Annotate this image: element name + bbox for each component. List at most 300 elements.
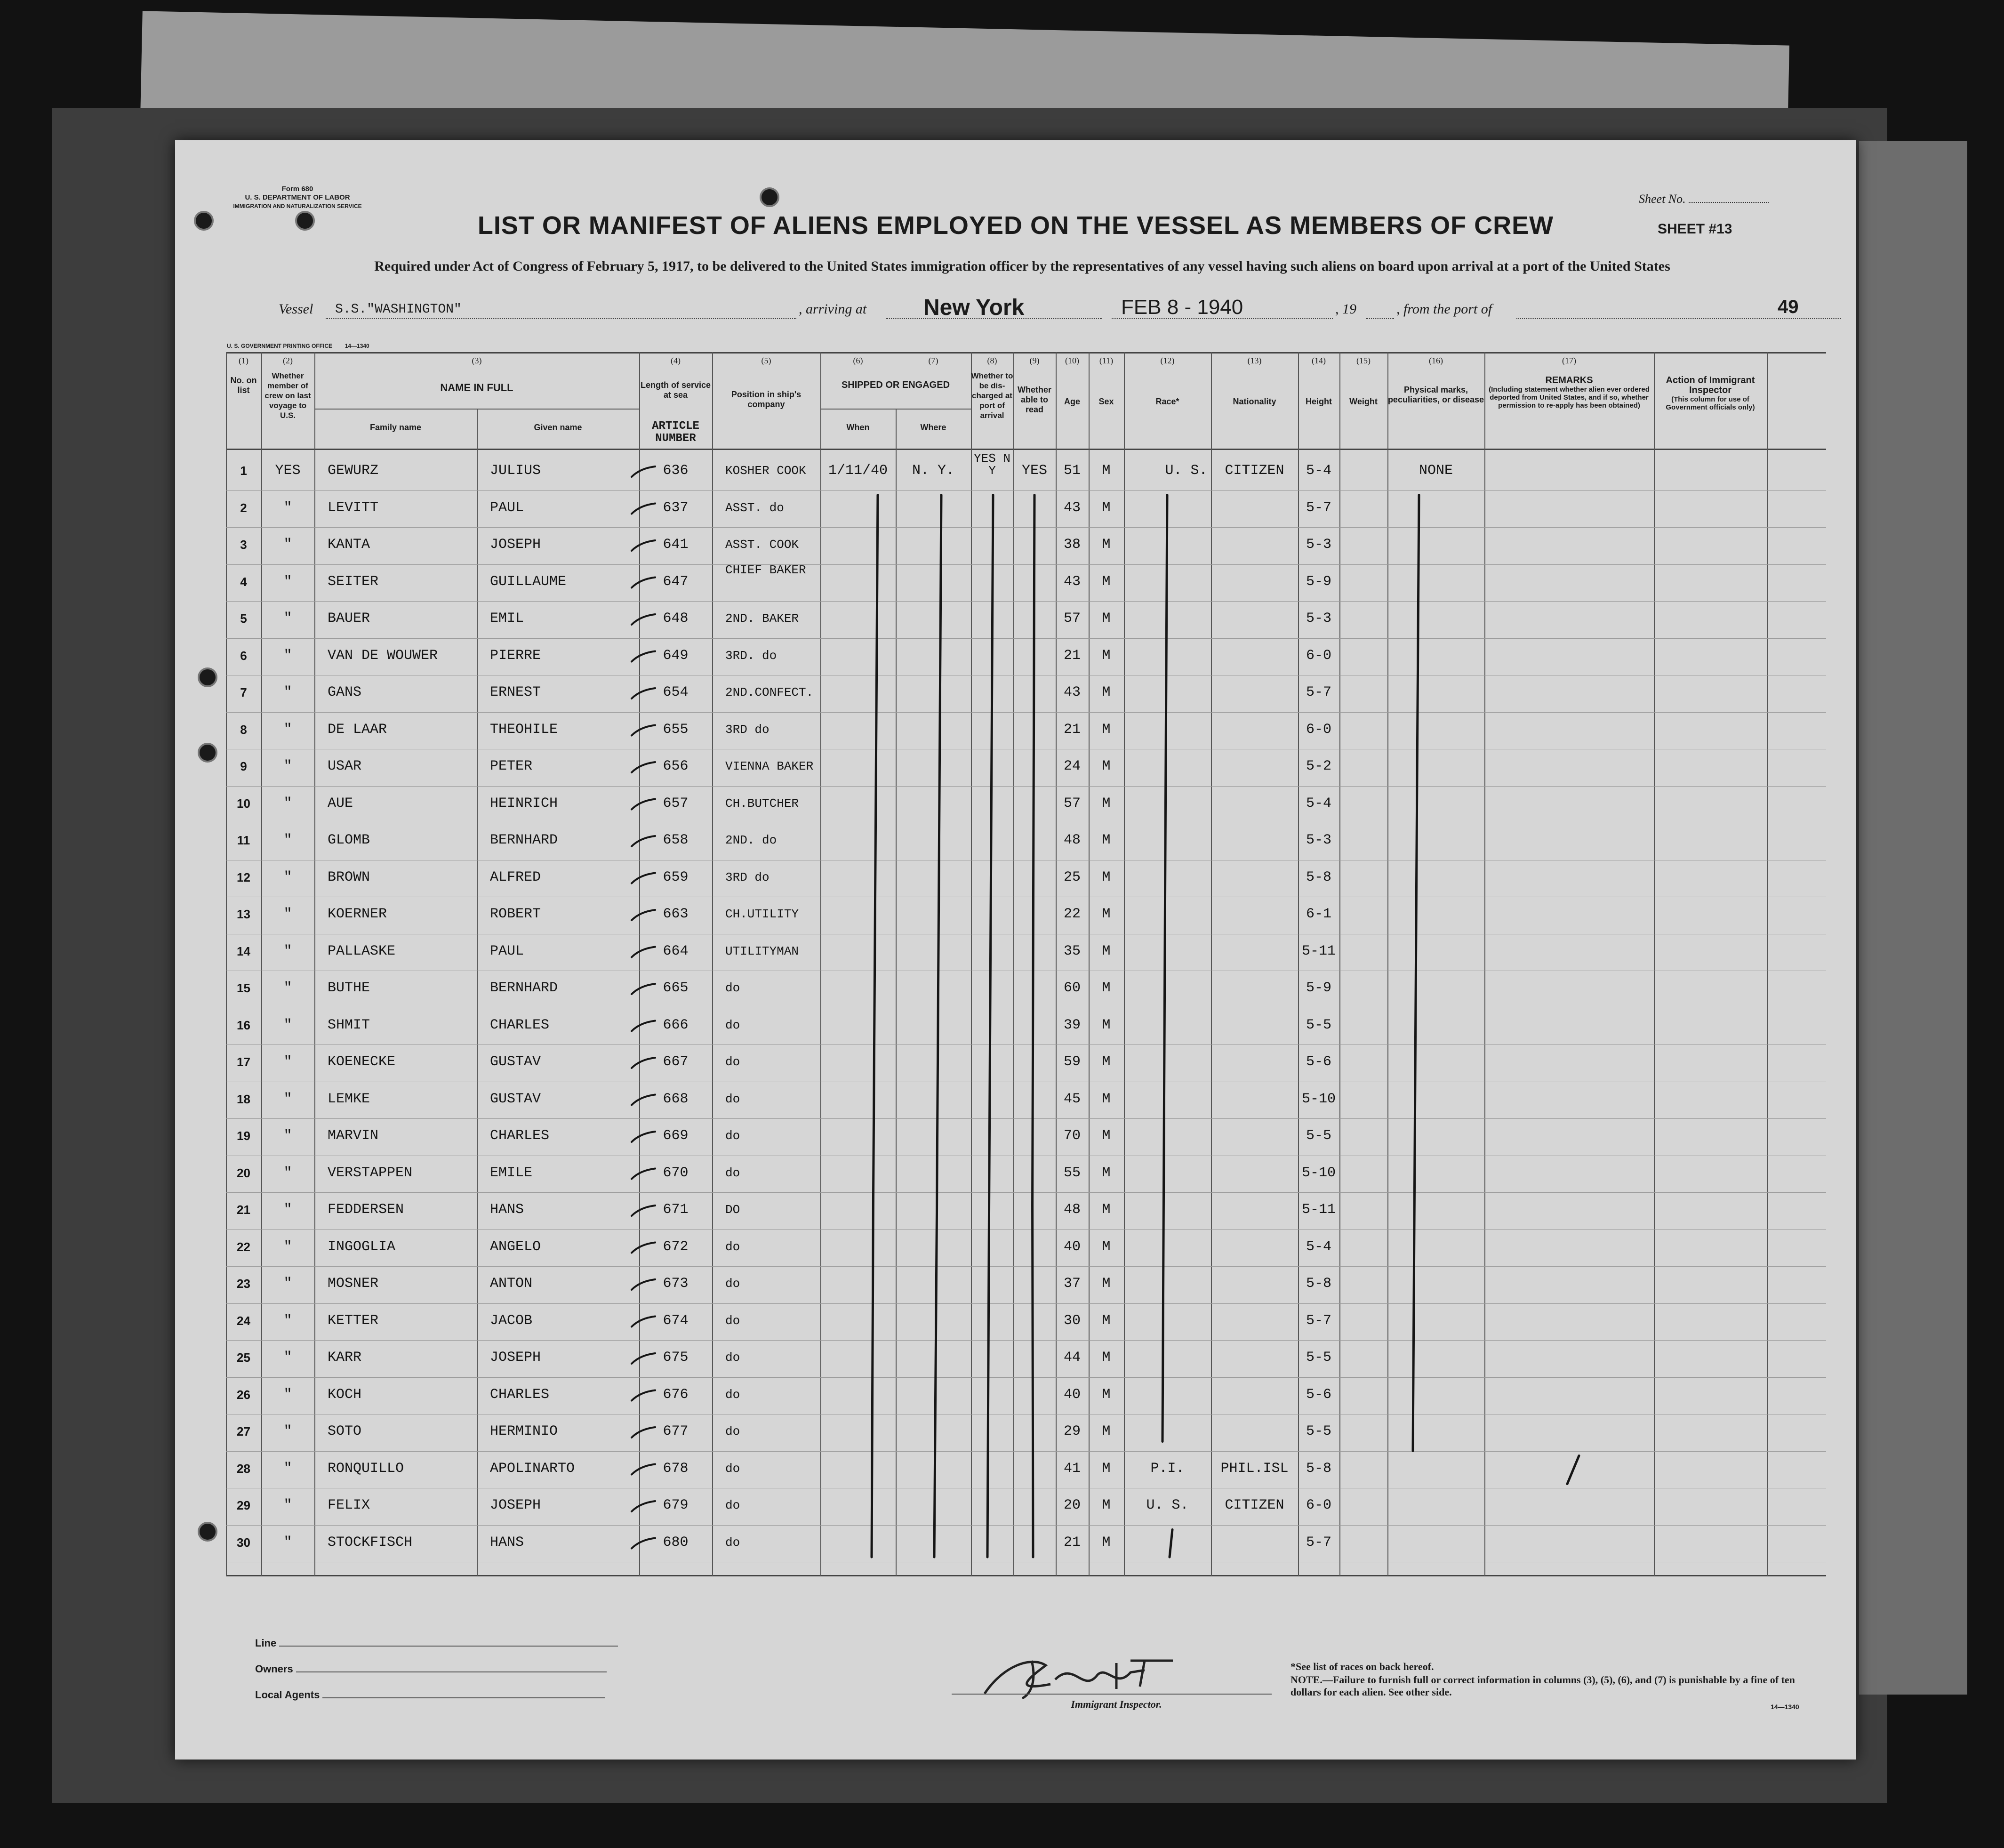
row-number: 13	[237, 907, 250, 921]
article-number-cell: 680	[663, 1534, 689, 1551]
article-number-cell: 647	[663, 573, 689, 590]
age-cell: 21	[1063, 721, 1081, 738]
given-name-cell: CHARLES	[490, 1017, 550, 1033]
sex-cell: M	[1102, 1386, 1111, 1403]
last-voyage-cell: "	[283, 684, 292, 700]
height-cell: 5-8	[1306, 869, 1331, 885]
height-cell: 5-3	[1306, 537, 1331, 553]
article-number-cell: 678	[663, 1460, 689, 1477]
footer-local-agents: Local Agents	[255, 1689, 605, 1701]
age-cell: 45	[1063, 1091, 1081, 1107]
last-voyage-cell: "	[283, 1128, 292, 1144]
height-cell: 5-4	[1306, 1238, 1331, 1255]
position-cell: VIENNA BAKER	[725, 759, 814, 773]
article-number-cell: 666	[663, 1017, 689, 1033]
height-cell: 5-5	[1306, 1350, 1331, 1366]
family-name-cell: STOCKFISCH	[328, 1534, 413, 1551]
header-position: Position in ship's company	[731, 390, 802, 409]
family-name-cell: MOSNER	[328, 1276, 379, 1292]
row-number: 1	[240, 464, 247, 478]
last-voyage-cell: "	[283, 1276, 292, 1292]
row-number: 29	[237, 1498, 250, 1512]
height-cell: 6-0	[1306, 721, 1331, 738]
position-cell: 3RD do	[725, 722, 770, 737]
row-number: 23	[237, 1277, 250, 1291]
given-name-cell: HANS	[490, 1534, 524, 1551]
punch-hole	[198, 1522, 217, 1542]
age-cell: 41	[1063, 1460, 1081, 1477]
back-sheet-3	[1859, 141, 1967, 1695]
row-number: 7	[240, 685, 247, 699]
punch-hole	[198, 667, 217, 687]
age-cell: 20	[1063, 1497, 1081, 1513]
punch-hole	[760, 187, 779, 207]
page-number: 49	[1778, 297, 1799, 317]
form-identifier: Form 680 U. S. DEPARTMENT OF LABOR IMMIGRATION AND NATURALIZATION SERVICE	[233, 185, 362, 209]
footer-owners: Owners	[255, 1663, 607, 1675]
height-cell: 6-0	[1306, 647, 1331, 664]
article-number-cell: 657	[663, 795, 689, 812]
given-name-cell: PETER	[490, 758, 533, 774]
height-cell: 5-10	[1301, 1091, 1336, 1107]
last-voyage-cell: "	[283, 832, 292, 848]
family-name-cell: KANTA	[328, 537, 370, 553]
shipped-where-cell: N. Y.	[912, 463, 954, 479]
article-number-cell: 664	[663, 943, 689, 959]
last-voyage-cell: "	[283, 1350, 292, 1366]
column-number: (10)	[1065, 356, 1079, 365]
height-cell: 5-9	[1306, 573, 1331, 590]
header-height: Height	[1306, 397, 1332, 406]
header-nationality: Nationality	[1233, 397, 1276, 406]
sex-cell: M	[1102, 1128, 1111, 1144]
last-voyage-cell: "	[283, 906, 292, 922]
last-voyage-cell: "	[283, 1460, 292, 1477]
height-cell: 6-1	[1306, 906, 1331, 922]
height-cell: 5-9	[1306, 980, 1331, 996]
last-voyage-cell: "	[283, 980, 292, 996]
header-last-voyage: Whether member of crew on last voyage to U.S.	[265, 371, 311, 420]
height-cell: 5-2	[1306, 758, 1331, 774]
given-name-cell: ANTON	[490, 1276, 533, 1292]
form-code: 14—1340	[1771, 1703, 1799, 1711]
height-cell: 5-3	[1306, 832, 1331, 848]
row-number: 30	[237, 1535, 250, 1550]
family-name-cell: BUTHE	[328, 980, 370, 996]
height-cell: 5-7	[1306, 1534, 1331, 1551]
crew-table	[226, 352, 1826, 1576]
sex-cell: M	[1102, 980, 1111, 996]
family-name-cell: GLOMB	[328, 832, 370, 848]
nationality-cell: CITIZEN	[1225, 463, 1284, 479]
family-name-cell: DE LAAR	[328, 721, 387, 738]
sex-cell: M	[1102, 1276, 1111, 1292]
header-physical-marks: Physical marks, peculiarities, or disease	[1387, 385, 1484, 404]
position-cell: do	[725, 1387, 740, 1402]
article-number-cell: 641	[663, 537, 689, 553]
last-voyage-cell: "	[283, 499, 292, 516]
header-sex: Sex	[1098, 397, 1114, 406]
sheet-number-typed: SHEET #13	[1658, 221, 1732, 237]
age-cell: 57	[1063, 795, 1081, 812]
sex-cell: M	[1102, 463, 1111, 479]
sex-cell: M	[1102, 573, 1111, 590]
last-voyage-cell: "	[283, 647, 292, 664]
header-able-to-read: Whether able to read	[1018, 385, 1051, 414]
race-cell: U. S.	[1165, 463, 1208, 479]
header-shipped-engaged: SHIPPED OR ENGAGED	[841, 380, 950, 390]
inspector-line	[952, 1694, 1272, 1695]
age-cell: 40	[1063, 1238, 1081, 1255]
position-cell: KOSHER COOK	[725, 464, 806, 478]
last-voyage-cell: "	[283, 1238, 292, 1255]
family-name-cell: FELIX	[328, 1497, 370, 1513]
footer-line: Line	[255, 1637, 618, 1649]
header-discharged: Whether to be dis-charged at port of arrival	[971, 371, 1013, 420]
article-number-cell: 655	[663, 721, 689, 738]
arrival-port: New York	[923, 295, 1025, 320]
given-name-cell: GUILLAUME	[490, 573, 567, 590]
position-cell: UTILITYMAN	[725, 944, 799, 958]
given-name-cell: HANS	[490, 1202, 524, 1218]
row-number: 8	[240, 722, 247, 737]
article-number-cell: 659	[663, 869, 689, 885]
position-cell: do	[725, 981, 740, 995]
article-number-cell: 669	[663, 1128, 689, 1144]
family-name-cell: VAN DE WOUWER	[328, 647, 438, 664]
sex-cell: M	[1102, 1350, 1111, 1366]
age-cell: 25	[1063, 869, 1081, 885]
age-cell: 38	[1063, 537, 1081, 553]
age-cell: 43	[1063, 573, 1081, 590]
inspector-label: Immigrant Inspector.	[1071, 1698, 1162, 1710]
family-name-cell: SHMIT	[328, 1017, 370, 1033]
sex-cell: M	[1102, 499, 1111, 516]
article-number-cell: 663	[663, 906, 689, 922]
given-name-cell: ANGELO	[490, 1238, 541, 1255]
column-number: (2)	[283, 356, 293, 365]
header-race: Race*	[1155, 397, 1179, 406]
header-length-service: Length of service at sea	[640, 380, 711, 400]
column-number: (14)	[1312, 356, 1326, 365]
sex-cell: M	[1102, 758, 1111, 774]
sheet-number-field: Sheet No.	[1639, 192, 1769, 206]
row-number: 19	[237, 1129, 250, 1143]
sex-cell: M	[1102, 1202, 1111, 1218]
age-cell: 48	[1063, 832, 1081, 848]
position-cell: do	[725, 1350, 740, 1365]
position-cell: 2ND. do	[725, 833, 777, 847]
given-name-cell: JACOB	[490, 1312, 533, 1329]
position-cell: do	[725, 1092, 740, 1106]
sex-cell: M	[1102, 611, 1111, 627]
arrival-date-stamp: FEB 8 - 1940	[1121, 296, 1243, 319]
header-family-name: Family name	[369, 423, 422, 432]
family-name-cell: INGOGLIA	[328, 1238, 396, 1255]
nationality-cell: CITIZEN	[1225, 1497, 1284, 1513]
height-cell: 5-7	[1306, 499, 1331, 516]
age-cell: 59	[1063, 1054, 1081, 1070]
position-cell: DO	[725, 1203, 740, 1217]
position-cell: ASST. do	[725, 500, 784, 515]
last-voyage-cell: "	[283, 1312, 292, 1329]
family-name-cell: BROWN	[328, 869, 370, 885]
vessel-line: Vessel S.S."WASHINGTON" , arriving at New York FEB 8 - 1940 , 19 , from the port of 49	[279, 299, 1832, 328]
given-name-cell: PAUL	[490, 499, 524, 516]
height-cell: 5-5	[1306, 1017, 1331, 1033]
last-voyage-cell: "	[283, 1017, 292, 1033]
position-cell: CH.BUTCHER	[725, 796, 799, 811]
family-name-cell: KOERNER	[328, 906, 387, 922]
required-statement: Required under Act of Congress of February 5, 1917, to be delivered to the United States immigration officer by the representatives of any vessel having such aliens on board upon arrival at a port of the United States	[374, 258, 1670, 274]
age-cell: 60	[1063, 980, 1081, 996]
given-name-cell: PAUL	[490, 943, 524, 959]
nationality-cell: PHIL.ISL	[1220, 1460, 1289, 1477]
sex-cell: M	[1102, 795, 1111, 812]
sex-cell: M	[1102, 943, 1111, 959]
article-number-cell: 670	[663, 1165, 689, 1181]
position-cell: 2ND.CONFECT.	[725, 685, 814, 699]
height-cell: 5-4	[1306, 463, 1331, 479]
article-number-cell: 658	[663, 832, 689, 848]
punch-hole	[198, 743, 217, 763]
position-cell: do	[725, 1461, 740, 1476]
header-article-number: ARTICLE NUMBER	[652, 420, 699, 445]
row-number: 27	[237, 1424, 250, 1438]
sex-cell: M	[1102, 1091, 1111, 1107]
family-name-cell: KETTER	[328, 1312, 379, 1329]
column-number: (8)	[987, 356, 997, 365]
sex-cell: M	[1102, 537, 1111, 553]
sex-cell: M	[1102, 1017, 1111, 1033]
family-name-cell: MARVIN	[328, 1128, 379, 1144]
family-name-cell: KARR	[328, 1350, 362, 1366]
position-cell: do	[725, 1239, 740, 1254]
last-voyage-cell: "	[283, 1386, 292, 1403]
last-voyage-cell: "	[283, 943, 292, 959]
given-name-cell: HERMINIO	[490, 1423, 558, 1439]
position-cell: CH.UTILITY	[725, 907, 799, 921]
height-cell: 5-8	[1306, 1460, 1331, 1477]
family-name-cell: LEMKE	[328, 1091, 370, 1107]
position-cell: do	[725, 1165, 740, 1180]
sex-cell: M	[1102, 1054, 1111, 1070]
family-name-cell: RONQUILLO	[328, 1460, 404, 1477]
position-cell: 3RD. do	[725, 648, 777, 663]
family-name-cell: SEITER	[328, 573, 379, 590]
shipped-when-cell: 1/11/40	[828, 463, 888, 479]
race-cell: P.I.	[1150, 1460, 1185, 1477]
article-number-cell: 637	[663, 499, 689, 516]
sex-cell: M	[1102, 1312, 1111, 1329]
row-number: 3	[240, 538, 247, 552]
row-number: 24	[237, 1313, 250, 1328]
sex-cell: M	[1102, 684, 1111, 700]
sex-cell: M	[1102, 906, 1111, 922]
column-number: (17)	[1562, 356, 1576, 365]
row-number: 12	[237, 870, 250, 884]
position-cell: do	[725, 1535, 740, 1550]
header-action-inspector: Action of Immigrant Inspector (This column for use of Government officials only)	[1666, 375, 1755, 411]
manifest-page	[175, 140, 1856, 1760]
row-number: 17	[237, 1055, 250, 1069]
position-cell: do	[725, 1424, 740, 1438]
position-cell: do	[725, 1277, 740, 1291]
column-number: (13)	[1247, 356, 1262, 365]
page-title: LIST OR MANIFEST OF ALIENS EMPLOYED ON THE VESSEL AS MEMBERS OF CREW	[477, 211, 1554, 240]
given-name-cell: CHARLES	[490, 1386, 550, 1403]
age-cell: 57	[1063, 611, 1081, 627]
able-to-read-cell: YES	[1021, 463, 1047, 479]
age-cell: 30	[1063, 1312, 1081, 1329]
last-voyage-cell: "	[283, 537, 292, 553]
family-name-cell: LEVITT	[328, 499, 379, 516]
last-voyage-cell: "	[283, 1423, 292, 1439]
age-cell: 21	[1063, 647, 1081, 664]
last-voyage-cell: "	[283, 1091, 292, 1107]
article-number-cell: 679	[663, 1497, 689, 1513]
given-name-cell: BERNHARD	[490, 980, 558, 996]
row-number: 25	[237, 1350, 250, 1365]
row-number: 5	[240, 611, 247, 626]
row-number: 22	[237, 1239, 250, 1254]
race-cell: U. S.	[1146, 1497, 1189, 1513]
printing-office: U. S. GOVERNMENT PRINTING OFFICE 14—1340	[227, 343, 369, 349]
article-number-cell: 671	[663, 1202, 689, 1218]
article-number-cell: 677	[663, 1423, 689, 1439]
column-number: (12)	[1160, 356, 1175, 365]
family-name-cell: AUE	[328, 795, 353, 812]
last-voyage-cell: "	[283, 1054, 292, 1070]
given-name-cell: PIERRE	[490, 647, 541, 664]
row-number: 21	[237, 1203, 250, 1217]
position-cell: do	[725, 1313, 740, 1328]
article-number-cell: 668	[663, 1091, 689, 1107]
height-cell: 5-3	[1306, 611, 1331, 627]
age-cell: 22	[1063, 906, 1081, 922]
column-number: (4)	[671, 356, 681, 365]
last-voyage-cell: "	[283, 1165, 292, 1181]
header-name-in-full: NAME IN FULL	[440, 382, 513, 394]
age-cell: 39	[1063, 1017, 1081, 1033]
height-cell: 5-6	[1306, 1054, 1331, 1070]
position-cell: do	[725, 1055, 740, 1069]
row-number: 4	[240, 574, 247, 589]
header-weight: Weight	[1349, 397, 1378, 406]
discharged-cell: YES N Y	[973, 451, 1010, 478]
physical-marks-cell: NONE	[1419, 463, 1453, 479]
column-number: (9)	[1029, 356, 1040, 365]
header-no-on-list: No. on list	[230, 376, 257, 395]
last-voyage-cell: "	[283, 611, 292, 627]
height-cell: 5-5	[1306, 1423, 1331, 1439]
handwritten-check-lines	[226, 352, 1826, 1576]
family-name-cell: FEDDERSEN	[328, 1202, 404, 1218]
family-name-cell: BAUER	[328, 611, 370, 627]
column-number: (11)	[1099, 356, 1114, 365]
last-voyage-cell: YES	[275, 463, 301, 479]
penalty-note: NOTE.—Failure to furnish full or correct information in columns (3), (5), (6), and (7) is punishable by a fine of ten dollars for each alien. See other side.	[1291, 1674, 1795, 1698]
last-voyage-cell: "	[283, 795, 292, 812]
row-number: 18	[237, 1092, 250, 1106]
age-cell: 51	[1063, 463, 1081, 479]
given-name-cell: CHARLES	[490, 1128, 550, 1144]
height-cell: 5-5	[1306, 1128, 1331, 1144]
position-cell: do	[725, 1018, 740, 1032]
family-name-cell: GANS	[328, 684, 362, 700]
position-cell: CHIEF BAKER	[725, 562, 806, 577]
age-cell: 40	[1063, 1386, 1081, 1403]
given-name-cell: JULIUS	[490, 463, 541, 479]
age-cell: 29	[1063, 1423, 1081, 1439]
row-number: 28	[237, 1461, 250, 1476]
article-number-cell: 667	[663, 1054, 689, 1070]
article-number-cell: 675	[663, 1350, 689, 1366]
last-voyage-cell: "	[283, 721, 292, 738]
given-name-cell: ROBERT	[490, 906, 541, 922]
article-number-cell: 673	[663, 1276, 689, 1292]
article-number-cell: 654	[663, 684, 689, 700]
given-name-cell: EMIL	[490, 611, 524, 627]
row-number: 9	[240, 759, 247, 773]
height-cell: 5-10	[1301, 1165, 1336, 1181]
height-cell: 6-0	[1306, 1497, 1331, 1513]
header-given-name: Given name	[534, 423, 582, 432]
article-number-cell: 636	[663, 463, 689, 479]
age-cell: 21	[1063, 1534, 1081, 1551]
row-number: 16	[237, 1018, 250, 1032]
given-name-cell: JOSEPH	[490, 537, 541, 553]
age-cell: 35	[1063, 943, 1081, 959]
sex-cell: M	[1102, 832, 1111, 848]
given-name-cell: GUSTAV	[490, 1091, 541, 1107]
position-cell: do	[725, 1129, 740, 1143]
article-number-cell: 672	[663, 1238, 689, 1255]
sex-cell: M	[1102, 1497, 1111, 1513]
row-number: 11	[237, 833, 250, 847]
column-number: (1)	[239, 356, 248, 365]
height-cell: 5-6	[1306, 1386, 1331, 1403]
given-name-cell: ERNEST	[490, 684, 541, 700]
sex-cell: M	[1102, 869, 1111, 885]
last-voyage-cell: "	[283, 573, 292, 590]
row-number: 20	[237, 1165, 250, 1180]
height-cell: 5-7	[1306, 1312, 1331, 1329]
given-name-cell: JOSEPH	[490, 1350, 541, 1366]
header-where: Where	[920, 423, 946, 432]
column-number: (6)	[853, 356, 863, 365]
article-number-cell: 676	[663, 1386, 689, 1403]
age-cell: 48	[1063, 1202, 1081, 1218]
races-note: *See list of races on back hereof.	[1291, 1661, 1434, 1672]
given-name-cell: BERNHARD	[490, 832, 558, 848]
row-number: 10	[237, 796, 250, 811]
family-name-cell: USAR	[328, 758, 362, 774]
header-when: When	[846, 423, 870, 432]
height-cell: 5-8	[1306, 1276, 1331, 1292]
family-name-cell: KOENECKE	[328, 1054, 396, 1070]
column-number: (3)	[472, 356, 482, 365]
family-name-cell: PALLASKE	[328, 943, 396, 959]
column-number: (16)	[1429, 356, 1443, 365]
sex-cell: M	[1102, 1423, 1111, 1439]
column-number: (7)	[928, 356, 938, 365]
last-voyage-cell: "	[283, 869, 292, 885]
height-cell: 5-4	[1306, 795, 1331, 812]
header-remarks: REMARKS (Including statement whether alien ever ordered deported from United States, and if so, whether permission to re-apply has been obtained)	[1489, 375, 1650, 410]
last-voyage-cell: "	[283, 1534, 292, 1551]
age-cell: 43	[1063, 684, 1081, 700]
